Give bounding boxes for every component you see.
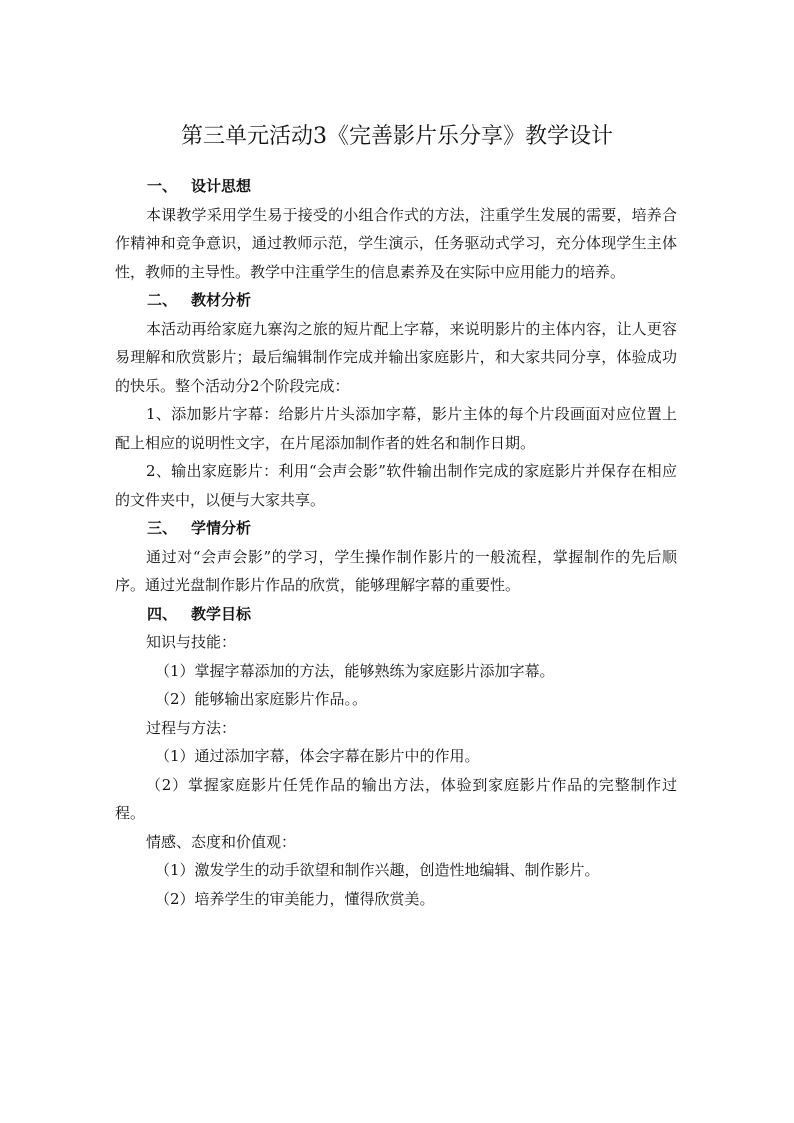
body-paragraph: 本活动再给家庭九寨沟之旅的短片配上字幕，来说明影片的主体内容，让人更容易理解和欣赏影片；最后编辑制作完成并输出家庭影片，和大家共同分享，体验成功的快乐。整个活动分2个阶段完成： — [115, 319, 677, 395]
body-paragraph: 1、添加影片字幕：给影片片头添加字幕，影片主体的每个片段画面对应位置上配上相应的说明性文字，在片尾添加制作者的姓名和制作日期。 — [115, 405, 677, 452]
goal-item: （2）掌握家庭影片任凭作品的输出方法，体验到家庭影片作品的完整制作过程。 — [115, 775, 677, 822]
goal-group-label: 情感、态度和价值观： — [146, 832, 297, 851]
document-body — [115, 172, 677, 913]
section-heading-material-analysis — [115, 286, 677, 315]
section-number: 二、 — [147, 291, 178, 309]
body-paragraph: 通过对“会声会影”的学习，学生操作制作影片的一般流程，掌握制作的先后顺序。通过光盘制作影片作品的欣赏，能够理解字幕的重要性。 — [115, 547, 677, 594]
section-heading-design-idea — [115, 172, 677, 201]
section-title: 教学目标 — [191, 604, 252, 623]
section-title: 教材分析 — [191, 291, 252, 309]
body-paragraph: 本课教学采用学生易于接受的小组合作式的方法，注重学生发展的需要，培养合作精神和竞争意识，通过教师示范，学生演示，任务驱动式学习，充分体现学生主体性，教师的主导性。教学中注重学生的信息素养及在实际中应用能力的培养。 — [115, 205, 677, 281]
section-heading-learner-analysis — [115, 514, 677, 543]
goal-item: （1）通过添加字幕，体会字幕在影片中的作用。 — [155, 747, 480, 765]
goal-item: （1）掌握字幕添加的方法，能够熟练为家庭影片添加字幕。 — [155, 661, 555, 680]
body-paragraph: 2、输出家庭影片：利用“会声会影”软件输出制作完成的家庭影片并保存在相应的文件夹中，以便与大家共享。 — [115, 462, 677, 509]
goal-item: （2）培养学生的审美能力，懂得欣赏美。 — [155, 889, 435, 908]
section-title: 设计思想 — [191, 177, 252, 195]
goal-group-label: 过程与方法： — [146, 718, 237, 737]
goal-item: （2）能够输出家庭影片作品。。 — [155, 690, 368, 708]
section-number: 四、 — [147, 604, 178, 623]
document-title: 第三单元活动3《完善影片乐分享》教学设计 — [181, 124, 613, 149]
section-number: 三、 — [147, 519, 178, 537]
goal-item: （1）激发学生的动手欲望和制作兴趣，创造性地编辑、制作影片。 — [155, 861, 600, 879]
section-number: 一、 — [147, 177, 178, 195]
goal-group-label: 知识与技能： — [146, 633, 237, 651]
section-title: 学情分析 — [191, 519, 252, 537]
section-heading-teaching-goals — [115, 600, 677, 629]
